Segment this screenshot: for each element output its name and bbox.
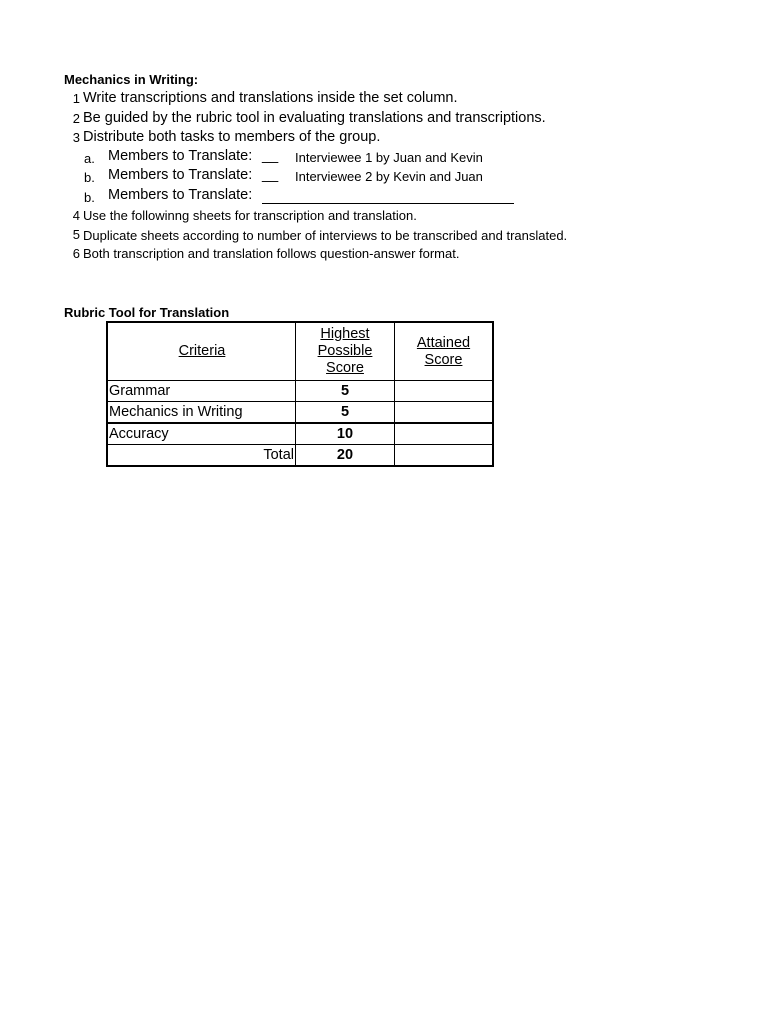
criteria-cell: Mechanics in Writing bbox=[107, 402, 296, 424]
attained-header-line: Attained bbox=[416, 334, 471, 351]
fill-in-blank-line bbox=[262, 188, 514, 204]
table-row bbox=[107, 423, 493, 445]
attained-cell[interactable] bbox=[395, 402, 494, 424]
hps-cell: 10 bbox=[296, 423, 395, 445]
subitem-label: Members to Translate: bbox=[108, 167, 253, 183]
criteria-header bbox=[107, 322, 296, 381]
instruction-text: Use the followinng sheets for transcription and translation. bbox=[83, 208, 417, 223]
total-row bbox=[107, 445, 493, 467]
total-attained-cell[interactable] bbox=[395, 445, 494, 467]
attained-header bbox=[395, 322, 494, 381]
attained-cell[interactable] bbox=[395, 423, 494, 445]
subitem-blank: __ bbox=[262, 167, 279, 183]
rubric-header-row bbox=[107, 322, 493, 381]
table-row bbox=[107, 402, 493, 424]
subitem-letter: b. bbox=[84, 170, 95, 185]
hps-cell: 5 bbox=[296, 381, 395, 402]
subitem-letter: a. bbox=[84, 151, 95, 166]
item-number: 3 bbox=[72, 130, 80, 145]
criteria-header-label: Criteria bbox=[178, 343, 226, 359]
item-number: 5 bbox=[72, 227, 80, 242]
total-hps-cell: 20 bbox=[296, 445, 395, 467]
rubric-heading: Rubric Tool for Translation bbox=[64, 305, 230, 320]
attained-header-line: Score bbox=[424, 351, 463, 368]
hps-header-line: Highest bbox=[320, 326, 370, 342]
subitem-value: Interviewee 1 by Juan and Kevin bbox=[295, 150, 483, 165]
criteria-cell: Grammar bbox=[107, 381, 296, 402]
table-row bbox=[107, 381, 493, 402]
criteria-cell: Accuracy bbox=[107, 423, 296, 445]
hps-header-line: Score bbox=[326, 360, 364, 376]
instruction-text: Distribute both tasks to members of the group. bbox=[83, 129, 381, 145]
mechanics-heading: Mechanics in Writing: bbox=[64, 72, 199, 87]
instruction-text: Duplicate sheets according to number of interviews to be transcribed and translated. bbox=[83, 228, 568, 243]
subitem-label: Members to Translate: bbox=[108, 187, 253, 203]
instruction-text: Be guided by the rubric tool in evaluating translations and transcriptions. bbox=[83, 110, 546, 126]
item-number: 1 bbox=[72, 91, 80, 106]
instruction-text: Write transcriptions and translations inside the set column. bbox=[83, 90, 458, 106]
item-number: 6 bbox=[72, 246, 80, 261]
hps-header-line: Possible bbox=[317, 343, 373, 359]
subitem-letter: b. bbox=[84, 190, 95, 205]
item-number: 2 bbox=[72, 111, 80, 126]
attained-cell[interactable] bbox=[395, 381, 494, 402]
total-label: Total bbox=[107, 445, 296, 467]
rubric-table bbox=[106, 321, 494, 467]
instruction-text: Both transcription and translation follows question-answer format. bbox=[83, 246, 460, 261]
hps-header bbox=[296, 322, 395, 381]
hps-cell: 5 bbox=[296, 402, 395, 424]
item-number: 4 bbox=[72, 208, 80, 223]
subitem-blank: __ bbox=[262, 148, 279, 164]
subitem-value: Interviewee 2 by Kevin and Juan bbox=[295, 169, 483, 184]
subitem-label: Members to Translate: bbox=[108, 148, 253, 164]
